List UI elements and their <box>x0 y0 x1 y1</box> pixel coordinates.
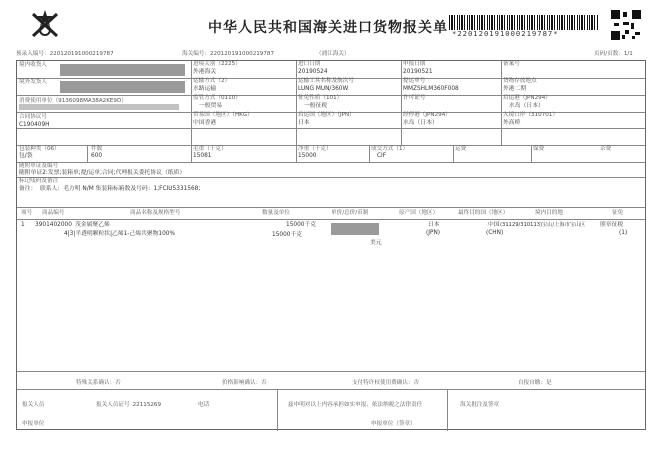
origin-country-label: 启运国（地区）（JPN） <box>298 112 355 118</box>
supervision-value: 一般贸易 <box>199 103 223 109</box>
declare-date-label: 申报日期 <box>403 61 426 67</box>
deal-mode-label: 成交方式（1） <box>371 146 409 152</box>
consignee-label: 境内收货人 <box>19 62 47 68</box>
goods-item-origin-code: (JPN) <box>426 230 441 236</box>
declaring-unit-label: 申报单位 <box>22 421 45 427</box>
documents-text: 随附单证2:发票;装箱单;提/运单;合同;代理报关委托协议（纸质） <box>19 170 186 176</box>
trade-country-value: 中国香港 <box>193 120 217 126</box>
declaring-unit-sign-label: 申报单位（签章） <box>371 421 416 427</box>
bill-of-lading-label: 提运单号 <box>403 78 426 84</box>
entry-location-label: 入境口岸（310701） <box>503 112 558 118</box>
contract-label: 合同协议号 <box>19 114 47 120</box>
goods-item-no: 1 <box>21 222 25 228</box>
special-relation-value: 否 <box>115 380 121 386</box>
consignee-redacted <box>60 64 185 76</box>
goods-item-code: 3901402000 <box>35 222 72 228</box>
pre-entry-label: 预录入编号： <box>16 51 50 57</box>
package-value: 包/袋 <box>19 153 33 159</box>
goods-item-qty-1: 15000千克 <box>286 222 317 228</box>
goods-header-domestic: 境内目的地 <box>535 210 563 216</box>
storage-label: 货物存放地点 <box>503 78 537 84</box>
self-declare-label: 自报自缴： <box>518 380 546 386</box>
goods-item-tax-code: (1) <box>619 230 628 236</box>
vessel-label: 运输工具名称及航次号 <box>298 78 354 84</box>
customs-branch: （浦江海关） <box>316 51 350 57</box>
goods-item-origin: 日本 <box>428 222 440 228</box>
phone-label: 电话 <box>198 402 210 408</box>
departure-port-value: 水岛（日本） <box>509 103 544 109</box>
tax-nature-value: 一般征税 <box>304 103 328 109</box>
customs-number-label: 海关编号： <box>182 51 210 57</box>
storage-value: 外港二期 <box>503 86 527 92</box>
tax-nature-label: 征免性质（101） <box>298 95 343 101</box>
goods-header-origin: 原产国（地区） <box>399 210 439 216</box>
consumer-unit-label: 消费使用单位（9136098MA38A2KE9D） <box>19 98 127 104</box>
goods-item-destination-code: (CHN) <box>486 230 504 236</box>
goods-item-qty-2: 15000千克 <box>272 232 303 238</box>
license-label: 许可证号 <box>403 95 426 101</box>
pre-entry-number: 220120191000219787 <box>49 51 114 57</box>
departure-port-label: 启运港（JPN294） <box>503 95 551 101</box>
legal-statement: 兹申明对以上内容承担如实申报、依法纳税之法律责任 <box>288 402 423 408</box>
goods-item-spec: 4|3|半透明颗粒状|乙烯1-己烯共聚物100% <box>64 231 175 237</box>
consignor-redacted <box>60 81 185 93</box>
gross-weight-value: 15081 <box>193 153 212 159</box>
customs-note-label: 海关批注及签章 <box>460 402 500 408</box>
goods-item-tax: 照章征税 <box>600 222 624 228</box>
freight-label: 运费 <box>455 146 467 152</box>
transit-port-label: 经停港（JPN294） <box>403 112 451 118</box>
documents-label: 随附单证及编号 <box>19 163 59 169</box>
price-impact-value: 否 <box>261 380 267 386</box>
supervision-label: 监管方式（0110） <box>193 95 241 101</box>
net-weight-label: 净重（千克） <box>298 146 332 152</box>
goods-item-domestic: (31129/310113)宝山/上海市宝山区 <box>500 222 586 228</box>
royalty-value: 否 <box>413 380 420 386</box>
transport-mode-label: 运输方式（2） <box>193 78 231 84</box>
consumer-unit-redacted <box>19 104 179 110</box>
goods-header-no: 项号 <box>21 210 33 216</box>
goods-header-name: 商品名称及规格型号 <box>130 210 181 216</box>
customs-number: 220120191000219787 <box>209 51 275 57</box>
page-indicator: 页码/页数：1/1 <box>594 51 633 57</box>
goods-item-name: 茂金属聚乙烯 <box>75 222 110 228</box>
special-relation-label: 特殊关系确认： <box>76 380 116 386</box>
entry-location-value: 外高桥 <box>503 120 521 126</box>
transit-port-value: 水岛（日本） <box>403 120 438 126</box>
vessel-value: LUNG MUN/360W <box>298 86 349 92</box>
trade-country-label: 贸易国（地区）（HKG） <box>193 112 253 118</box>
package-label: 包装种类（06） <box>19 146 60 152</box>
deal-mode-value: CIF <box>377 153 387 159</box>
qr-code-icon <box>611 10 641 40</box>
remarks-text: 联系人：毛方明 N/M 集装箱标箱数及号码：1;FCIU5331568; <box>40 186 201 192</box>
pieces-value: 600 <box>91 153 103 159</box>
remarks-label: 备注： <box>19 186 37 192</box>
declarant-cert-value: 22115269 <box>132 402 162 408</box>
origin-country-value: 日本 <box>298 120 310 126</box>
pieces-label: 件数 <box>91 146 103 152</box>
entry-port-label: 进境关别（2225） <box>193 61 241 67</box>
goods-item-currency: 美元 <box>370 240 382 246</box>
goods-header-tax: 征免 <box>612 210 624 216</box>
declarant-cert-label: 报关人员证号 <box>96 402 130 408</box>
transport-mode-value: 水路运输 <box>193 86 217 92</box>
record-number-label: 备案号 <box>503 61 520 67</box>
contract-value: C190409H <box>19 122 50 128</box>
import-date-label: 进口日期 <box>298 61 321 67</box>
goods-item-destination: 中国 <box>488 222 500 228</box>
gross-weight-label: 毛重（千克） <box>193 146 227 152</box>
declare-date-value: 20190521 <box>403 69 433 75</box>
page-title: 中华人民共和国海关进口货物报关单 <box>208 20 448 36</box>
goods-header-qty: 数量及单位 <box>262 210 290 216</box>
barcode-text: *220120191000219787* <box>452 29 559 38</box>
net-weight-value: 15000 <box>298 153 317 159</box>
self-declare-value: 是 <box>545 380 552 386</box>
price-impact-label: 价格影响确认： <box>222 380 262 386</box>
goods-header-code: 商品编号 <box>42 210 65 216</box>
marks-label: 标记唛码及备注 <box>19 178 59 184</box>
insurance-label: 保费 <box>533 146 545 152</box>
consignor-label: 境外发货人 <box>19 79 47 85</box>
royalty-label: 支付特许权使用费确认： <box>352 380 414 386</box>
goods-header-price: 单价/总价/币制 <box>331 210 369 216</box>
import-date-value: 20190524 <box>298 69 328 75</box>
entry-port-value: 外港海关 <box>193 69 217 75</box>
bill-of-lading-value: MMZSHLM360F008 <box>403 86 459 92</box>
goods-header-destination: 最终目的国（地区） <box>458 210 509 216</box>
barcode <box>449 15 599 30</box>
declarant-label: 报关人员 <box>22 402 45 408</box>
misc-fee-label: 杂费 <box>600 146 612 152</box>
goods-price-redacted <box>331 223 379 235</box>
